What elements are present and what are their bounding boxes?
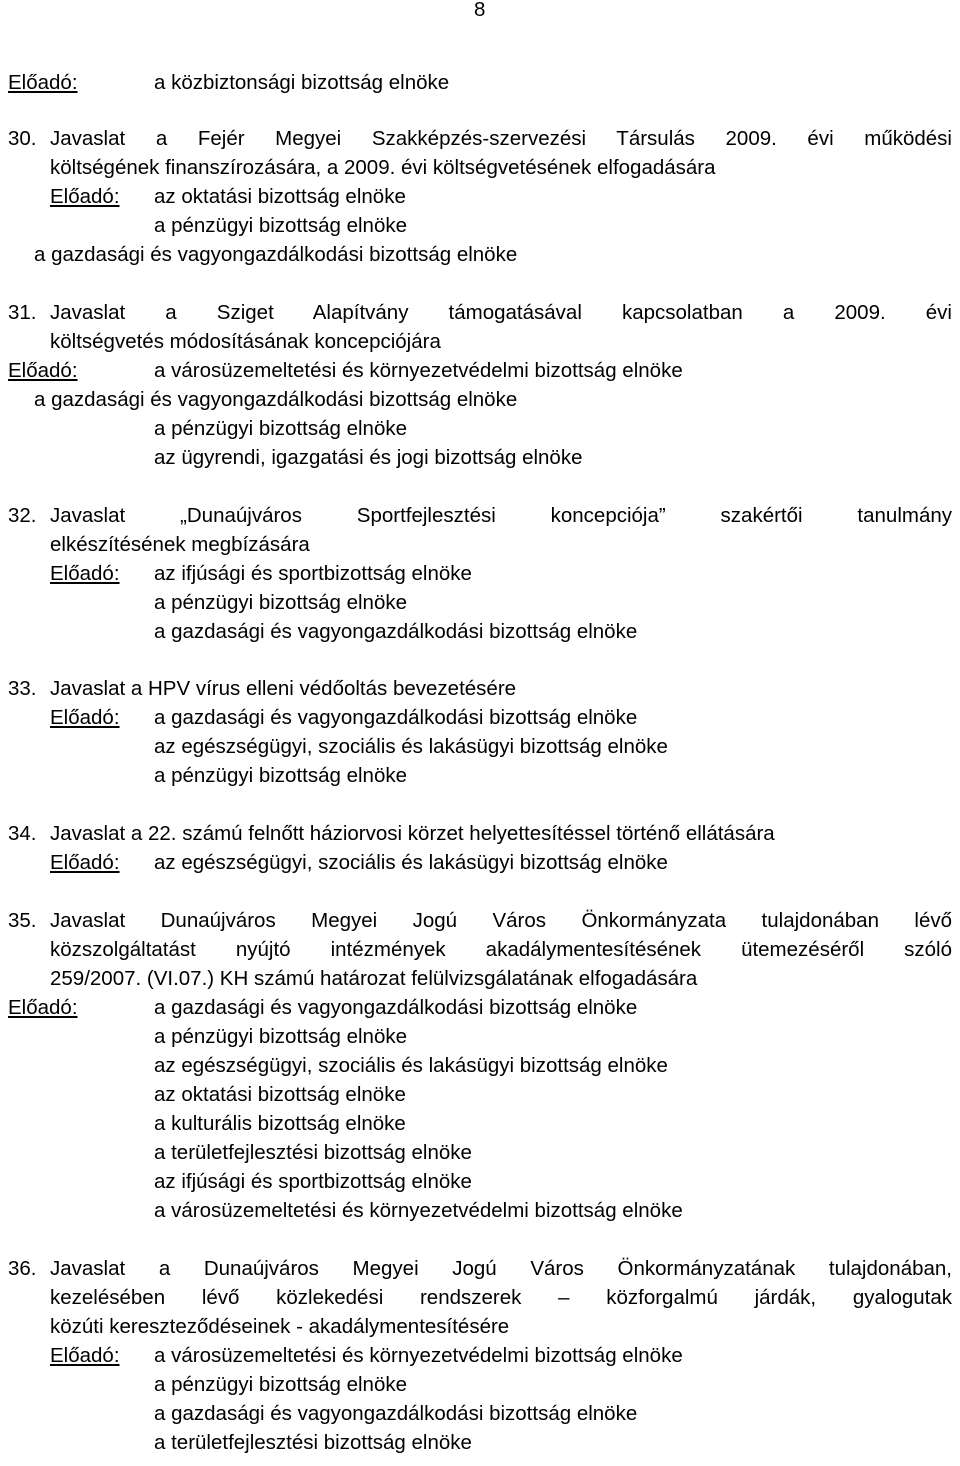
item-number: 30.: [8, 127, 37, 150]
item-title-line: Javaslat a HPV vírus elleni védőoltás bevezetésére: [50, 677, 517, 700]
item-title-line: költségvetés módosításának koncepciójára: [50, 330, 441, 353]
presenter: a gazdasági és vagyongazdálkodási bizottság elnöke: [154, 996, 638, 1019]
presenter: a pénzügyi bizottság elnöke: [154, 764, 408, 787]
presenter-label: Előadó:: [8, 996, 78, 1019]
presenter: a gazdasági és vagyongazdálkodási bizottság elnöke: [34, 243, 518, 266]
presenter: a gazdasági és vagyongazdálkodási bizottság elnöke: [154, 1402, 638, 1425]
presenter: az egészségügyi, szociális és lakásügyi bizottság elnöke: [154, 851, 668, 874]
presenter: a városüzemeltetési és környezetvédelmi bizottság elnöke: [154, 1199, 683, 1222]
presenter: a pénzügyi bizottság elnöke: [154, 591, 408, 614]
item-title-line: Javaslat a Dunaújváros Megyei Jogú Város Önkormányzatának tulajdonában,: [50, 1257, 952, 1280]
item-title-line: Javaslat a Sziget Alapítvány támogatásával kapcsolatban a 2009. évi: [50, 301, 952, 324]
presenter-label: Előadó:: [50, 706, 120, 729]
presenter: az oktatási bizottság elnöke: [154, 1083, 406, 1106]
presenter: a területfejlesztési bizottság elnöke: [154, 1141, 472, 1164]
presenter-label: Előadó:: [50, 185, 120, 208]
item-number: 34.: [8, 822, 37, 845]
presenter-label: Előadó:: [8, 71, 78, 94]
item-title-line: kezelésében lévő közlekedési rendszerek – közforgalmú járdák, gyalogutak: [50, 1286, 952, 1309]
presenter-label: Előadó:: [8, 359, 78, 382]
item-title-line: közszolgáltatást nyújtó intézmények akadálymentesítésének ütemezéséről szóló: [50, 938, 952, 961]
presenter: a városüzemeltetési és környezetvédelmi bizottság elnöke: [154, 1344, 683, 1367]
item-title-line: Javaslat a 22. számú felnőtt háziorvosi körzet helyettesítéssel történő ellátására: [50, 822, 775, 845]
presenter: az ifjúsági és sportbizottság elnöke: [154, 562, 472, 585]
presenter: a gazdasági és vagyongazdálkodási bizottság elnöke: [34, 388, 518, 411]
presenter-label: Előadó:: [50, 1344, 120, 1367]
presenter: a gazdasági és vagyongazdálkodási bizottság elnöke: [154, 706, 638, 729]
presenter: a gazdasági és vagyongazdálkodási bizottság elnöke: [154, 620, 638, 643]
item-number: 31.: [8, 301, 37, 324]
presenter: az egészségügyi, szociális és lakásügyi bizottság elnöke: [154, 735, 668, 758]
item-title-line: Javaslat a Fejér Megyei Szakképzés-szervezési Társulás 2009. évi működési: [50, 127, 952, 150]
item-title-line: közúti kereszteződéseinek - akadálymentesítésére: [50, 1315, 510, 1338]
presenter-label: Előadó:: [50, 562, 120, 585]
presenter: a pénzügyi bizottság elnöke: [154, 1025, 408, 1048]
presenter: a kulturális bizottság elnöke: [154, 1112, 406, 1135]
item-title-line: Javaslat „Dunaújváros Sportfejlesztési koncepciója” szakértői tanulmány: [50, 504, 952, 527]
page-number: 8: [474, 0, 486, 21]
presenter: az oktatási bizottság elnöke: [154, 185, 406, 208]
presenter: a pénzügyi bizottság elnöke: [154, 1373, 408, 1396]
presenter: a területfejlesztési bizottság elnöke: [154, 1431, 472, 1454]
presenter: az ifjúsági és sportbizottság elnöke: [154, 1170, 472, 1193]
item-number: 35.: [8, 909, 37, 932]
presenter: a közbiztonsági bizottság elnöke: [154, 71, 450, 94]
item-title-line: Javaslat Dunaújváros Megyei Jogú Város Önkormányzata tulajdonában lévő: [50, 909, 952, 932]
item-number: 36.: [8, 1257, 37, 1280]
item-number: 32.: [8, 504, 37, 527]
presenter-label: Előadó:: [50, 851, 120, 874]
presenter: a városüzemeltetési és környezetvédelmi bizottság elnöke: [154, 359, 683, 382]
item-number: 33.: [8, 677, 37, 700]
presenter: a pénzügyi bizottság elnöke: [154, 214, 408, 237]
presenter: az ügyrendi, igazgatási és jogi bizottság elnöke: [154, 446, 583, 469]
item-title-line: 259/2007. (VI.07.) KH számú határozat felülvizsgálatának elfogadására: [50, 967, 698, 990]
presenter: a pénzügyi bizottság elnöke: [154, 417, 408, 440]
presenter: az egészségügyi, szociális és lakásügyi bizottság elnöke: [154, 1054, 668, 1077]
item-title-line: költségének finanszírozására, a 2009. évi költségvetésének elfogadására: [50, 156, 716, 179]
item-title-line: elkészítésének megbízására: [50, 533, 310, 556]
